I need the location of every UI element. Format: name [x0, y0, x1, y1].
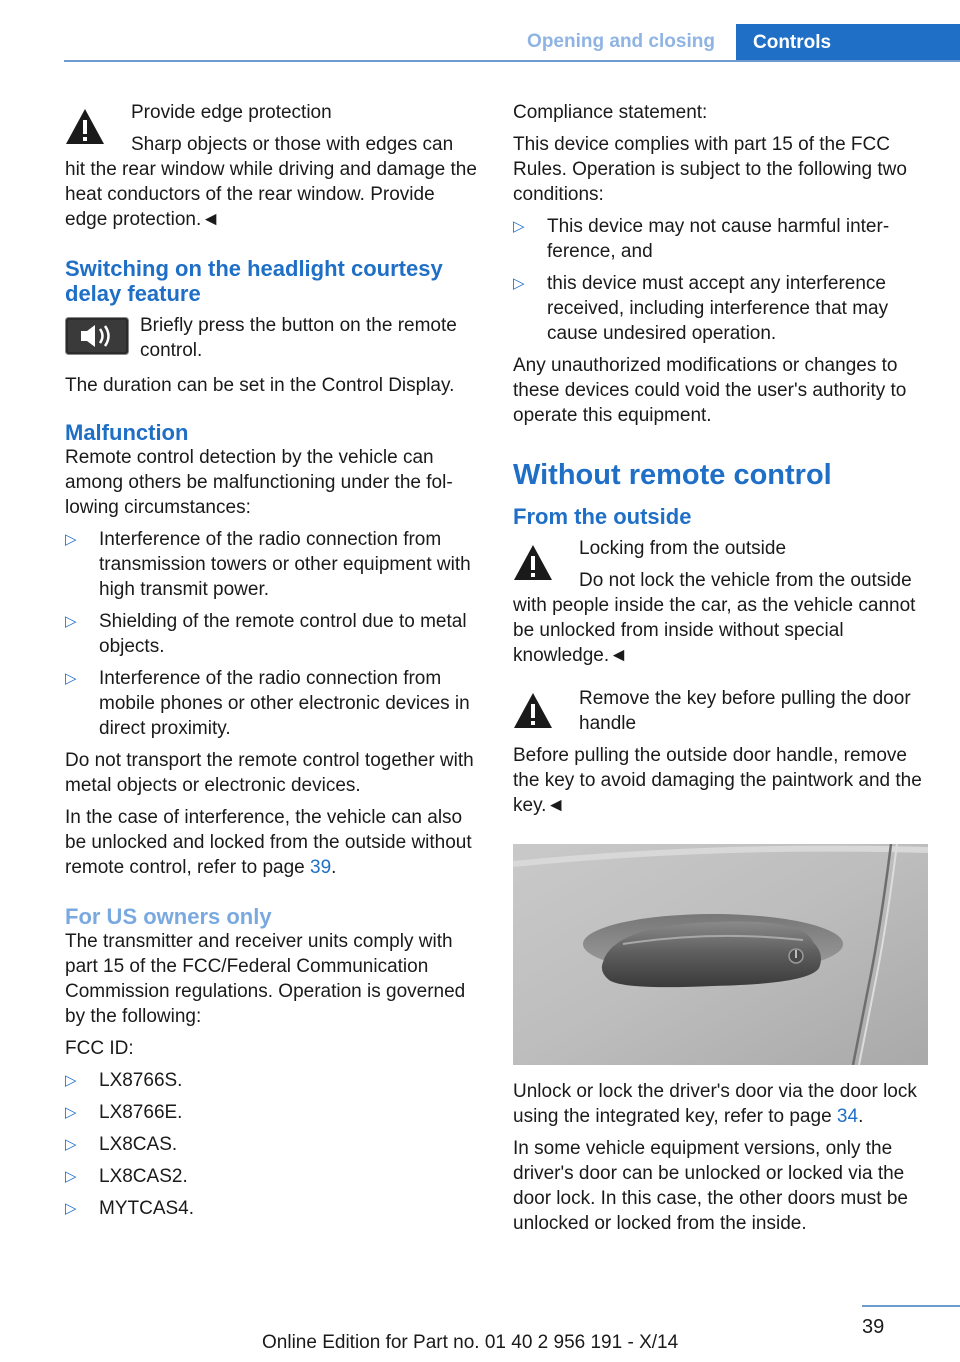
transport-text: Do not transport the remote control together with metal objects or electronic devices. — [65, 750, 474, 796]
duration-text: The duration can be set in the Control Display. — [65, 375, 455, 396]
equipment-text: In some vehicle equipment versions, only the driver's door can be unlocked or locked via the door lock. In this case, the other doors must be unlocked or locked from the inside. — [513, 1138, 908, 1234]
page-link-39[interactable]: 39 — [310, 857, 332, 878]
list-item: ▷ LX8CAS. — [65, 1134, 178, 1155]
bullet-icon: ▷ — [65, 613, 77, 630]
heading-malfunction: Malfunction — [65, 420, 189, 445]
list-item: ▷ This device may not cause harmful interference, and — [513, 216, 890, 262]
warning-body: hit the rear window while driving and damage the heat conductors of the rear window. Provide edge protection.◄ — [65, 159, 477, 230]
warning-locking-outside — [513, 536, 927, 668]
warning-title: Provide edge protection — [131, 102, 332, 123]
us-text: The transmitter and receiver units comply with part 15 of the FCC/Federal Communication Commission regulations. Operation is governed by the following: — [65, 931, 466, 1027]
section-tab[interactable]: Opening and closing — [527, 31, 715, 52]
warning-triangle-icon — [513, 690, 579, 736]
warning-line: Do not lock the vehicle from the outside — [579, 570, 912, 591]
chapter-tab[interactable]: Controls — [736, 24, 960, 62]
heading-from-outside: From the outside — [513, 504, 692, 529]
conditions-list — [513, 214, 927, 346]
bullet-icon: ▷ — [65, 531, 77, 548]
bullet-icon: ▷ — [513, 218, 525, 235]
bullet-icon: ▷ — [65, 670, 77, 687]
interference-text: In the case of interference, the vehicle can also be unlocked and locked from the outside without remote control, refer to page 39. — [65, 807, 472, 878]
warning-title: Remove the key before pulling the door handle — [579, 688, 911, 734]
door-handle-photo — [513, 844, 928, 1065]
warning-triangle-icon — [65, 106, 131, 152]
courtesy-text: Briefly press the button on the remote control. — [140, 315, 457, 361]
header-rule — [64, 60, 960, 62]
heading-us-owners: For US owners only — [65, 904, 272, 929]
warning-triangle-icon — [513, 542, 579, 588]
warning-title: Locking from the outside — [579, 538, 787, 559]
list-item: ▷ Interference of the radio connection from transmission towers or other equipment with high transmit power. — [65, 529, 471, 600]
left-column — [65, 100, 479, 1228]
page-header — [0, 0, 960, 64]
edition-line: Online Edition for Part no. 01 40 2 956 191 - X/14 — [262, 1332, 679, 1353]
list-item: ▷ LX8766S. — [65, 1070, 183, 1091]
bullet-icon: ▷ — [513, 275, 525, 292]
warning-edge-protection — [65, 100, 479, 232]
bullet-icon: ▷ — [65, 1104, 77, 1121]
page-number: 39 — [862, 1316, 885, 1338]
compliance-text: This device complies with part 15 of the FCC Rules. Operation is subject to the following two conditions: — [513, 134, 907, 205]
fcc-label: FCC ID: — [65, 1038, 134, 1059]
list-item: ▷ Shielding of the remote control due to metal objects. — [65, 611, 467, 657]
list-item: ▷ this device must accept any interference received, including interference that may cause undesired operation. — [513, 273, 889, 344]
malfunction-list — [65, 527, 479, 741]
page-link-34[interactable]: 34 — [836, 1106, 859, 1127]
courtesy-instruction — [65, 313, 479, 363]
bullet-icon: ▷ — [65, 1136, 77, 1153]
malfunction-intro: Remote control detection by the vehicle can among others be malfunctioning under the following circumstances: — [65, 447, 453, 518]
footer-rule — [862, 1305, 960, 1307]
list-item: ▷ LX8CAS2. — [65, 1166, 188, 1187]
list-item: ▷ Interference of the radio connection from mobile phones or other electronic devices in direct proximity. — [65, 668, 470, 739]
bullet-icon: ▷ — [65, 1200, 77, 1217]
bullet-icon: ▷ — [65, 1168, 77, 1185]
right-column — [513, 100, 927, 1243]
warning-body: Before pulling the outside door handle, remove the key to avoid damaging the paintwork and the key.◄ — [513, 745, 922, 816]
fcc-id-list — [65, 1068, 479, 1221]
warning-line: Sharp objects or those with edges can — [131, 134, 454, 155]
headlight-button-icon — [65, 317, 129, 355]
compliance-label: Compliance statement: — [513, 102, 708, 123]
list-item: ▷ MYTCAS4. — [65, 1198, 195, 1219]
heading-courtesy-delay: Switching on the headlight courtesy delay feature — [65, 256, 443, 306]
unauthorized-text: Any unauthorized modifications or changes to these devices could void the user's authority to operate this equipment. — [513, 355, 907, 426]
warning-remove-key — [513, 686, 927, 818]
warning-body: with people inside the car, as the vehicle cannot be unlocked from inside without special knowledge.◄ — [513, 595, 916, 666]
heading-without-remote: Without remote control — [513, 459, 832, 491]
list-item: ▷ LX8766E. — [65, 1102, 183, 1123]
unlock-text: Unlock or lock the driver's door via the door lock using the integrated key, refer to page 34. — [513, 1081, 917, 1127]
bullet-icon: ▷ — [65, 1072, 77, 1089]
